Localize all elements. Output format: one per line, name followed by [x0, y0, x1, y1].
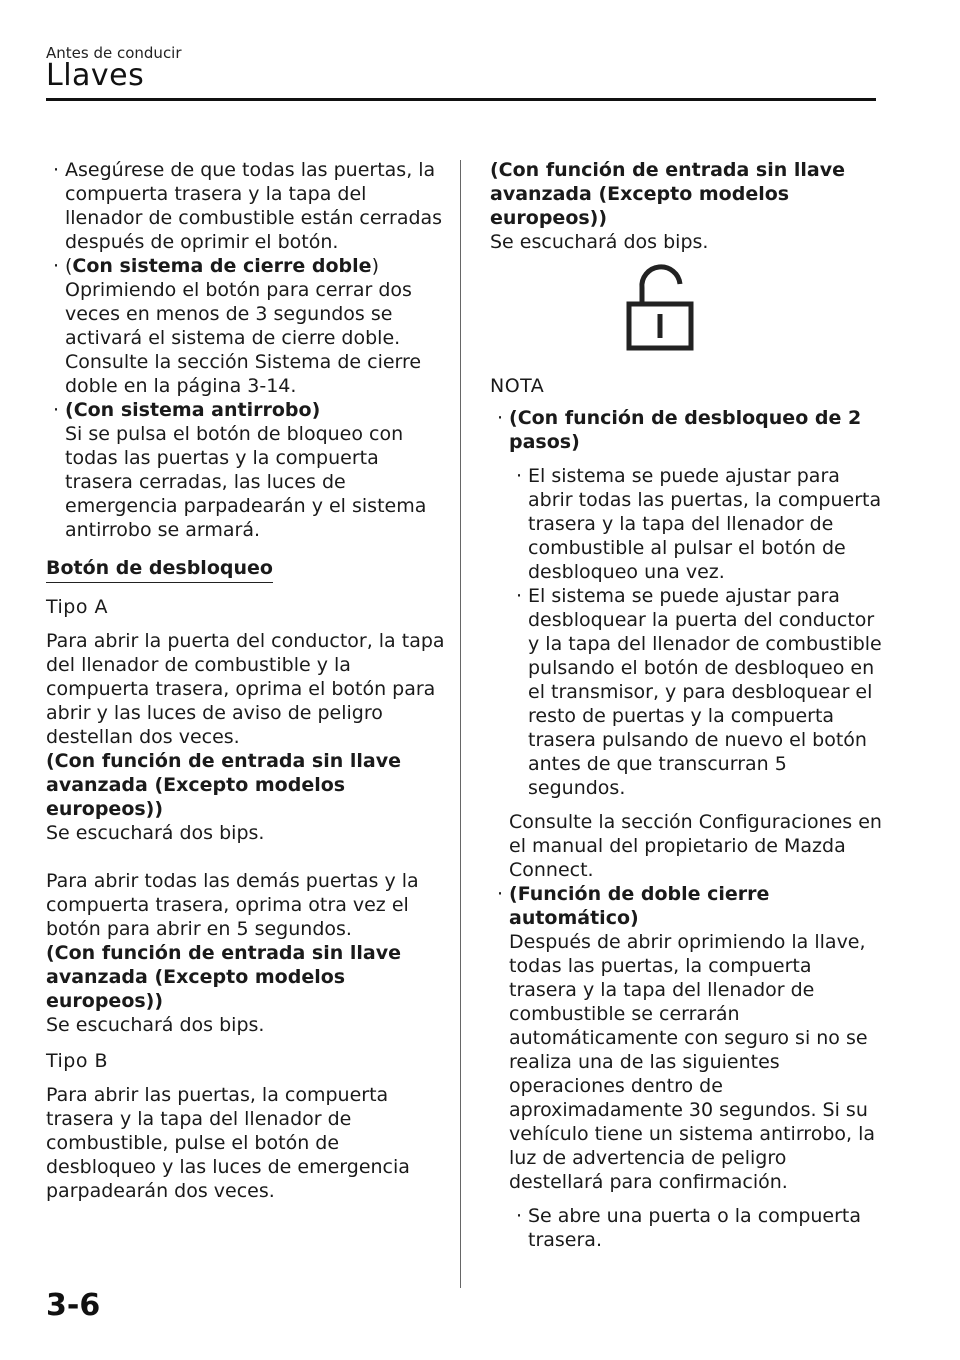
bullet-dot: ·: [53, 159, 60, 181]
note-sub-item: [509, 584, 885, 800]
bullet-dot: ·: [516, 465, 523, 487]
section-label: Antes de conducir: [46, 44, 182, 62]
bullet-item: [46, 158, 446, 254]
bullet-dot: ·: [497, 883, 504, 905]
bullet-text: Si se pulsa el botón de bloqueo con todas las puertas y la compuerta trasera cerradas, las luces de emergencia parpadearán y el sistema antirrobo se armará.: [65, 423, 427, 541]
bullet-item: · (Con sistema antirrobo) Si se pulsa el botón de bloqueo con todas las puertas y la compuerta trasera cerradas, las luces de emergencia parpadearán y el sistema antirrobo se armará.: [53, 399, 427, 541]
unlock-button-heading: Botón de desbloqueo: [46, 556, 273, 583]
type-a-condition: (Con función de entrada sin llave avanzada (Excepto modelos europeos)): [46, 750, 402, 820]
bullet-dot: ·: [497, 407, 504, 429]
note-item: · (Con función de desbloqueo de 2 pasos) · El sistema se puede ajustar para abrir todas las puertas, la compuerta trasera y la tapa del llenador de combustible al pulsar el botón de desbloqueo una vez. · El sistema se puede ajustar para desbloquear la puerta del conductor y la tapa del llenador de combustible pulsando el botón de desbloqueo en el transmisor, y para desbloquear el resto de puertas y la compuerta trasera pulsando de nuevo el botón antes de que transcurran 5 segundos. Consulte la sección Configuraciones en el manual del propietario de Mazda Connect.: [490, 406, 885, 882]
type-b-paragraph: Para abrir las puertas, la compuerta trasera y la tapa del llenador de combustible, pulse el botón de desbloqueo y las luces de emergencia parpadearán dos veces.: [46, 1084, 410, 1202]
right-beep: Se escuchará dos bips.: [490, 231, 709, 253]
bullet-heading: Con sistema antirrobo: [73, 399, 312, 421]
page-title: Llaves: [46, 58, 145, 93]
bullet-heading: Con sistema de cierre doble: [72, 255, 372, 277]
bullet-dot: ·: [516, 585, 523, 607]
bullet-text: Oprimiendo el botón para cerrar dos veces en menos de 3 segundos se activará el sistema de cierre doble. Consulte la sección Sistema de cierre doble en la página 3-14.: [65, 279, 422, 397]
bullet-dot: ·: [53, 399, 60, 421]
note-sub-text: Se abre una puerta o la compuerta trasera.: [528, 1205, 862, 1251]
bullet-dot: ·: [53, 255, 60, 277]
note-sub-text: El sistema se puede ajustar para abrir todas las puertas, la compuerta trasera y la tapa del llenador de combustible al pulsar el botón de desbloqueo una vez.: [528, 465, 882, 583]
type-a-beep-2: Se escuchará dos bips.: [46, 1014, 265, 1036]
type-a-condition-2: (Con función de entrada sin llave avanzada (Excepto modelos europeos)): [46, 942, 402, 1012]
note-label: NOTA: [490, 375, 545, 397]
type-a-beep: Se escuchará dos bips.: [46, 822, 265, 844]
note-heading: Función de doble cierre automático: [509, 883, 770, 929]
right-column: [490, 158, 885, 1252]
column-divider: [460, 160, 461, 1288]
type-a-paragraph: Para abrir la puerta del conductor, la tapa del llenador de combustible y la compuerta trasera, oprima el botón para abrir y las luces de aviso de peligro destellan dos veces.: [46, 630, 445, 748]
left-column: [46, 158, 446, 1203]
bullet-text: Asegúrese de que todas las puertas, la compuerta trasera y la tapa del llenador de combustible están cerradas después de oprimir el botón.: [65, 159, 443, 253]
type-a-heading: Tipo A: [46, 596, 109, 618]
page-number: 3-6: [46, 1288, 101, 1323]
bullet-dot: ·: [516, 1205, 523, 1227]
unlock-icon: [625, 260, 715, 352]
type-a-paragraph-2: Para abrir todas las demás puertas y la compuerta trasera, oprima otra vez el botón para abrir en 5 segundos.: [46, 870, 419, 940]
note-sub-text: El sistema se puede ajustar para desbloquear la puerta del conductor y la tapa del llenador de combustible pulsando el botón de desbloqueo en el transmisor, y para desbloquear el resto de puertas y la compuerta trasera pulsando de nuevo el botón antes de que transcurran 5 segundos.: [528, 585, 882, 799]
note-sub-item: [509, 1204, 885, 1252]
note-item: · (Función de doble cierre automático) Después de abrir oprimiendo la llave, todas las puertas, la compuerta trasera y la tapa del llenador de combustible se cerrarán automáticamente con seguro si no se realiza una de las siguientes operaciones dentro de aproximadamente 30 segundos. Si su vehículo tiene un sistema antirrobo, la luz de advertencia de peligro destellará para confirmación. · Se abre una puerta o la compuerta trasera.: [490, 882, 885, 1252]
note-heading: Con función de desbloqueo de 2 pasos: [509, 407, 862, 453]
type-b-heading: Tipo B: [46, 1050, 109, 1072]
right-condition: (Con función de entrada sin llave avanzada (Excepto modelos europeos)): [490, 159, 846, 229]
note-sub-item: [509, 464, 885, 584]
header-rule: [46, 98, 876, 101]
note-text: Después de abrir oprimiendo la llave, todas las puertas, la compuerta trasera y la tapa del llenador de combustible se cerrarán automáticamente con seguro si no se realiza una de las siguientes operaciones dentro de aproximadamente 30 segundos. Si su vehículo tiene un sistema antirrobo, la luz de advertencia de peligro destellará para confirmación.: [509, 931, 876, 1193]
unlock-icon-wrap: [490, 260, 885, 352]
note-after-text: Consulte la sección Configuraciones en el manual del propietario de Mazda Connect.: [509, 811, 882, 881]
bullet-item: · (Con sistema de cierre doble) Oprimiendo el botón para cerrar dos veces en menos de 3 segundos se activará el sistema de cierre doble. Consulte la sección Sistema de cierre doble en la página 3-14.: [53, 255, 422, 397]
